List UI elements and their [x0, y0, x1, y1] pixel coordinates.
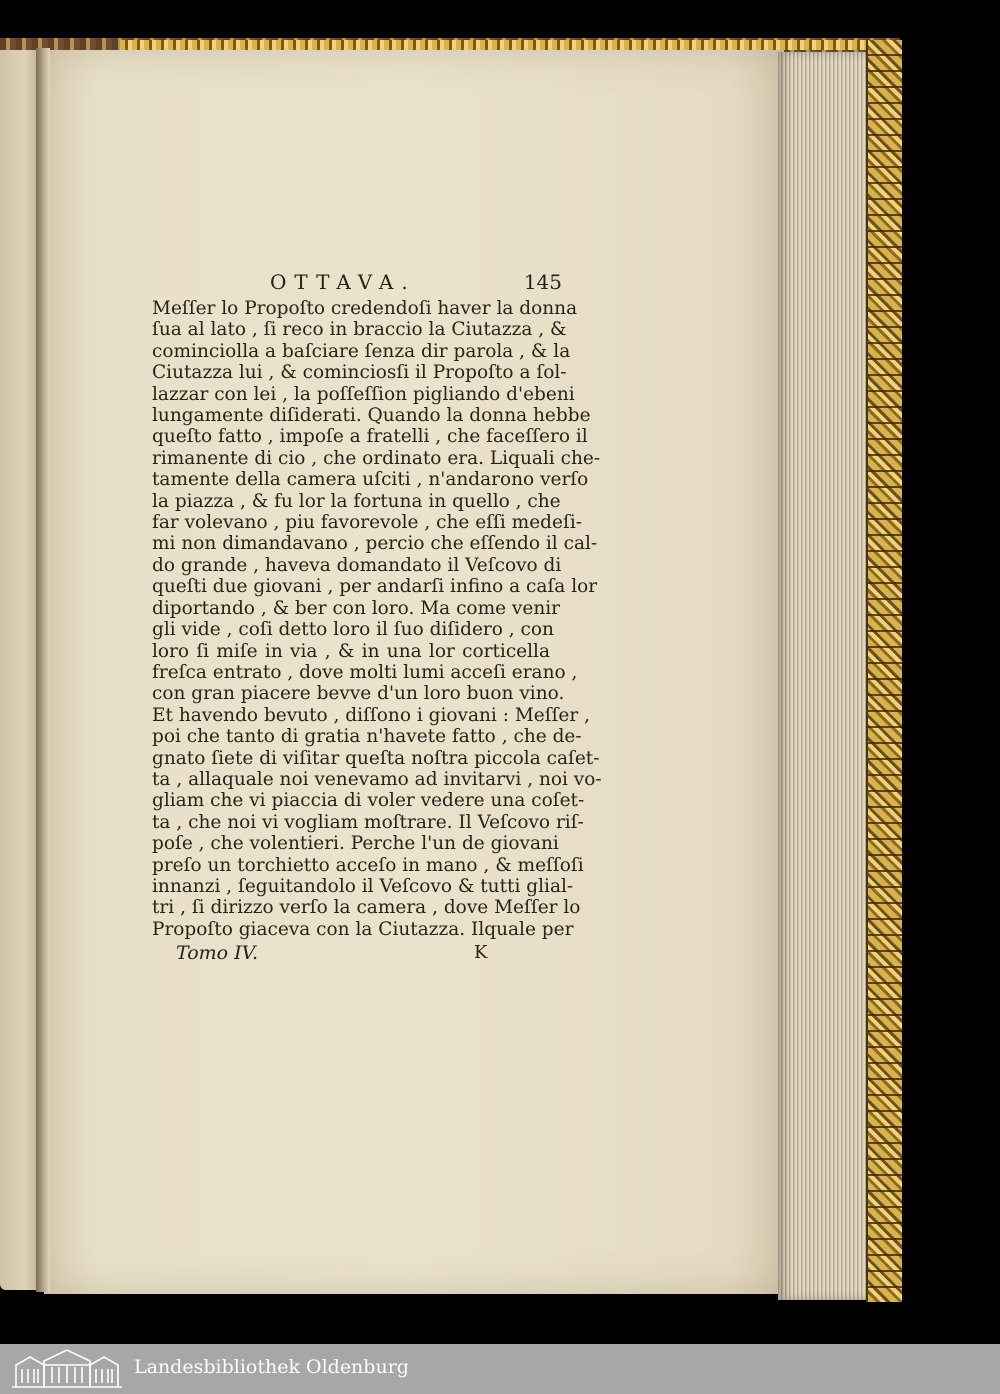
page-footer [152, 942, 562, 968]
signature-volume: Tomo IV. [176, 942, 259, 965]
text-line: Et havendo bevuto , diſſono i giovani : Meſſer , [152, 704, 590, 726]
text-line: poſe , che volentieri. Perche l'un de giovani [152, 833, 559, 855]
text-line: tri , ſi dirizzo verſo la camera , dove Meſſer lo [152, 897, 581, 919]
text-line: con gran piacere bevve d'un loro buon vino. [152, 683, 565, 705]
text-line: freſca entrato , dove molti lumi acceſi erano , [152, 661, 578, 683]
text-line: la piazza , & fu lor la fortuna in quello , che [152, 490, 561, 512]
gutter-shadow [36, 48, 50, 1292]
text-block [152, 268, 602, 968]
text-line: lungamente diſiderati. Quando la donna hebbe [152, 405, 591, 427]
text-line: ta , che noi vi vogliam moſtrare. Il Veſcovo riſ- [152, 811, 584, 833]
text-line: diportando , & ber con loro. Ma come venir [152, 597, 561, 619]
text-line: ta , allaquale noi venevamo ad invitarvi , noi vo- [152, 768, 602, 790]
text-line: ſua al lato , ſi reco in braccio la Ciutazza , & [152, 319, 567, 341]
text-line: Propoſto giaceva con la Ciutazza. Ilquale per [152, 918, 574, 940]
running-title: OTTAVA. [270, 270, 416, 294]
text-line: gnato ſiete di viſitar queſta noſtra piccola caſet- [152, 747, 600, 769]
page-edges [778, 52, 870, 1300]
text-line: far volevano , piu favorevole , che eſſi medeſi- [152, 512, 582, 534]
text-line: mi non dimandavano , percio che eſſendo il cal- [152, 533, 598, 555]
text-line: gli vide , coſi detto loro il ſuo diſidero , con [152, 619, 554, 641]
text-line: rimanente di cio , che ordinato era. Liquali che- [152, 447, 601, 469]
signature-mark: K [474, 942, 488, 964]
body-text [152, 298, 602, 940]
text-line: Meſſer lo Propoſto credendoſi haver la donna [152, 298, 578, 319]
text-line: tamente della camera uſciti , n'andarono verſo [152, 469, 589, 491]
gilt-border-top [120, 40, 900, 50]
text-line: queſti due giovani , per andarſi infino a caſa lor [152, 576, 598, 598]
page-number: 145 [523, 270, 562, 294]
text-line: do grande , haveva domandato il Veſcovo di [152, 554, 562, 576]
text-line: Ciutazza lui , & cominciosſi il Propoſto a ſol- [152, 362, 567, 384]
text-line: poi che tanto di gratia n'havete fatto , che de- [152, 726, 582, 748]
library-name: Landesbibliothek Oldenburg [134, 1356, 409, 1378]
text-line: cominciolla a baſciare ſenza dir parola , & la [152, 340, 571, 362]
text-line: preſo un torchietto acceſo in mano , & meſſoſi [152, 854, 584, 876]
text-line: lazzar con lei , la poſſeſſion pigliando d'ebeni [152, 383, 575, 405]
text-line: loro ſi miſe in via , & in una lor corticella [152, 640, 550, 662]
text-line: innanzi , ſeguitandolo il Veſcovo & tutti glial- [152, 875, 574, 897]
library-banner [0, 1344, 1000, 1394]
gilt-tooled-board [866, 40, 902, 1302]
running-head [152, 268, 562, 298]
library-building-icon [8, 1347, 126, 1391]
text-line: gliam che vi piaccia di voler vedere una coſet- [152, 790, 585, 812]
text-line: queſto fatto , impoſe a fratelli , che faceſſero il [152, 426, 588, 448]
